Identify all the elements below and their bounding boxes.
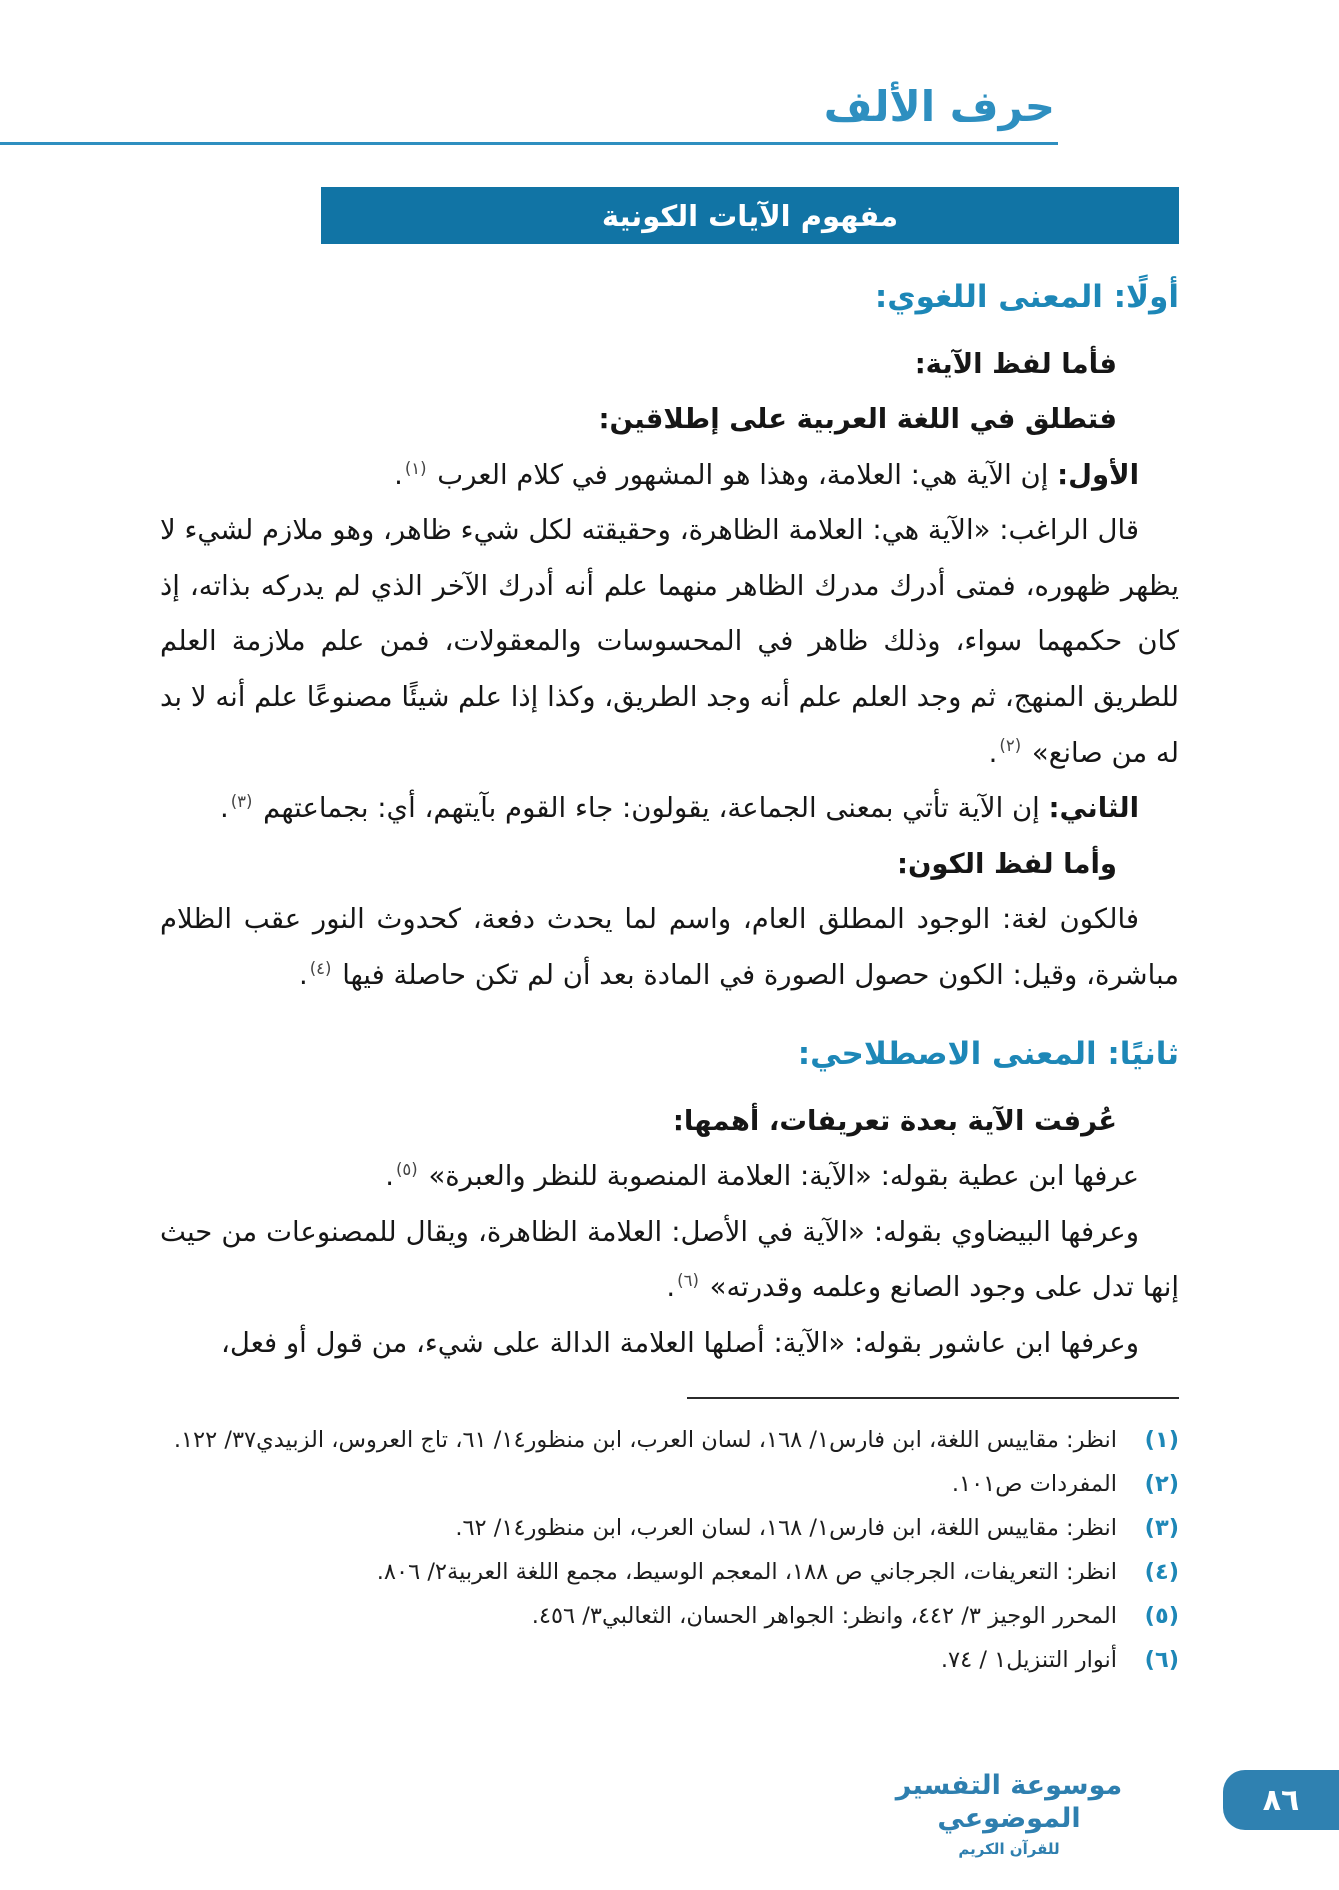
footnote-text: المفردات ص١٠١.: [951, 1471, 1117, 1498]
footnote-ref-2: (٢): [999, 736, 1022, 756]
paragraph-tail: .: [394, 458, 403, 491]
footnote-text: المحرر الوجيز ٣/ ٤٤٢، وانظر: الجواهر الحسان، الثعالبي٣/ ٤٥٦.: [531, 1602, 1117, 1629]
footnote-text: انظر: التعريفات، الجرجاني ص ١٨٨، المعجم الوسيط، مجمع اللغة العربية٢/ ٨٠٦.: [376, 1559, 1117, 1586]
paragraph-ibn-ashur: [160, 1316, 1179, 1372]
lead-word-second: الثاني:: [1048, 792, 1139, 825]
footnote-number: (٢): [1144, 1471, 1179, 1498]
footnote-item: [160, 1419, 1179, 1463]
paragraph-second-usage: [160, 781, 1179, 837]
footnote-ref-1: (١): [404, 458, 427, 478]
paragraph-first-usage: [160, 448, 1179, 504]
paragraph-text: قال الراغب: «الآية هي: العلامة الظاهرة، وحقيقته لكل شيء ظاهر، وهو ملازم لشيء لا يظهر ظهوره، فمتى أدرك مدرك الظاهر منهما علم أنه أدرك الآخر الذي لم يدركه بذاته، إذ كان حكمهما سواء، وذلك ظاهر في المحسوسات والمعقولات، فمن علم ملازمة العلم للطريق المنهج، ثم وجد العلم علم أنه وجد الطريق، وكذا إذا علم شيئًا مصنوعًا علم أنه لا بد له من صانع»: [160, 514, 1179, 769]
paragraph-text: إن الآية هي: العلامة، وهذا هو المشهور في كلام العرب: [428, 458, 1058, 491]
lead-word-first: الأول:: [1057, 458, 1139, 491]
paragraph-text: وعرفها ابن عاشور بقوله: «الآية: أصلها العلامة الدالة على شيء، من قول أو فعل،: [221, 1326, 1139, 1359]
paragraph-kawn-definition: [160, 892, 1179, 1003]
footnote-number: (٤): [1144, 1559, 1179, 1586]
paragraph-tail: .: [298, 958, 308, 991]
footnote-number: (٦): [1144, 1646, 1179, 1673]
paragraph-tail: .: [385, 1160, 394, 1193]
footnote-item: [160, 1507, 1179, 1551]
paragraph-tail: .: [219, 792, 229, 825]
paragraph-tail: .: [666, 1271, 676, 1304]
page-number: ٨٦: [1262, 1782, 1300, 1818]
paragraph-tail: .: [988, 736, 998, 769]
footnote-text: أنوار التنزيل١ / ٧٤.: [940, 1646, 1117, 1673]
footnote-number: (٥): [1144, 1602, 1179, 1629]
footnote-item: [160, 1551, 1179, 1595]
paragraph-baydawi: [160, 1205, 1179, 1316]
section-title-banner: [321, 187, 1179, 244]
subheading-definitions: عُرفت الآية بعدة تعريفات، أهمها:: [672, 1104, 1117, 1137]
page-body: [0, 274, 1339, 1371]
header-rule: [0, 142, 1058, 145]
subheading-two-usages: فتطلق في اللغة العربية على إطلاقين:: [598, 403, 1117, 436]
footnote-text: انظر: مقاييس اللغة، ابن فارس١/ ١٦٨، لسان العرب، ابن منظور١٤/ ٦٢.: [455, 1515, 1117, 1542]
publisher-logo: [864, 1769, 1154, 1859]
footnote-item: [160, 1595, 1179, 1639]
footnote-ref-6: (٦): [677, 1271, 699, 1291]
paragraph-ibn-atiyya: [160, 1149, 1179, 1205]
heading-linguistic-meaning: أولًا: المعنى اللغوي:: [874, 279, 1179, 316]
footnote-text: انظر: مقاييس اللغة، ابن فارس١/ ١٦٨، لسان العرب، ابن منظور١٤/ ٦١، تاج العروس، الزبيدي٣٧/ ١٢٢.: [173, 1427, 1117, 1454]
footnote-ref-4: (٤): [309, 958, 332, 978]
page-number-badge: [1223, 1770, 1339, 1830]
footnotes-section: [0, 1419, 1339, 1682]
section-title: مفهوم الآيات الكونية: [601, 198, 899, 233]
footnote-number: (٣): [1144, 1515, 1179, 1542]
paragraph-text: إن الآية تأتي بمعنى الجماعة، يقولون: جاء القوم بآيتهم، أي: بجماعتهم: [254, 792, 1049, 825]
page-header: [0, 0, 1339, 145]
paragraph-text: عرفها ابن عطية بقوله: «الآية: العلامة المنصوبة للنظر والعبرة»: [419, 1160, 1139, 1193]
paragraph-text: فالكون لغة: الوجود المطلق العام، واسم لما يحدث دفعة، كحدوث النور عقب الظلام مباشرة، وقيل: الكون حصول الصورة في المادة بعد أن لم تكن حاصلة فيها: [160, 903, 1179, 991]
subheading-kawn-word: وأما لفظ الكون:: [896, 847, 1117, 880]
paragraph-raghib-quote: [160, 503, 1179, 781]
publisher-logo-title: موسوعة التفسير الموضوعي: [895, 1769, 1123, 1835]
heading-terminological-meaning: ثانيًا: المعنى الاصطلاحي:: [797, 1036, 1179, 1073]
publisher-logo-subtitle: للقرآن الكريم: [958, 1840, 1060, 1858]
footnote-separator: [687, 1397, 1179, 1399]
footnote-ref-5: (٥): [395, 1160, 418, 1180]
footnote-ref-3: (٣): [230, 791, 253, 811]
footnote-item: [160, 1639, 1179, 1683]
footnote-number: (١): [1144, 1427, 1179, 1454]
chapter-title: حرف الألف: [823, 82, 1055, 131]
paragraph-text: وعرفها البيضاوي بقوله: «الآية في الأصل: العلامة الظاهرة، ويقال للمصنوعات من حيث إنها تدل على وجود الصانع وعلمه وقدرته»: [160, 1215, 1179, 1304]
subheading-aya-word: فأما لفظ الآية:: [914, 347, 1117, 380]
footnote-item: [160, 1463, 1179, 1507]
